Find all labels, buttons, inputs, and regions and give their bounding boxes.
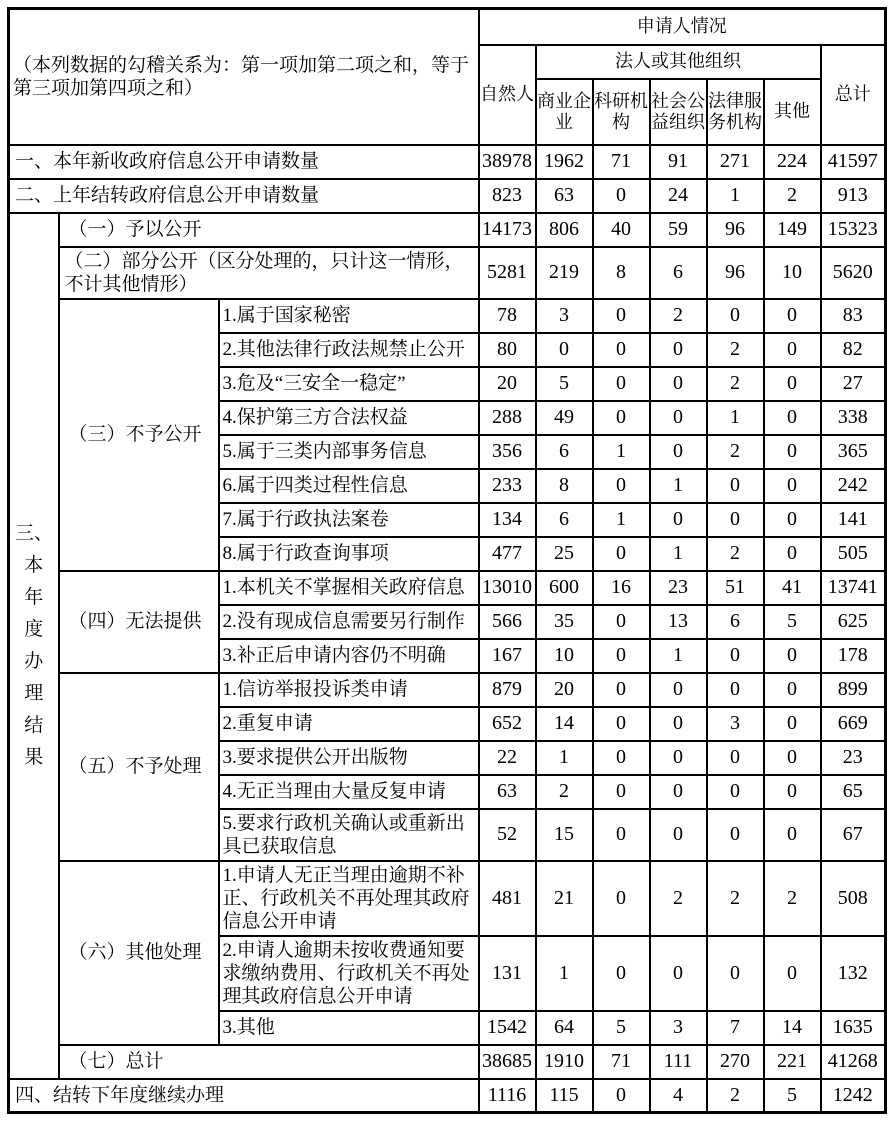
- value-cell: 134: [479, 503, 536, 537]
- item-label: 3.要求提供公开出版物: [219, 741, 479, 775]
- reconciliation-note: （本列数据的勾稽关系为：第一项加第二项之和，等于第三项加第四项之和）: [9, 9, 479, 145]
- value-cell: 0: [593, 707, 650, 741]
- item-label: 2.申请人逾期未按收费通知要求缴纳费用、行政机关不再处理其政府信息公开申请: [219, 936, 479, 1011]
- group-label-other-handling: （六）其他处理: [59, 861, 219, 1045]
- item-label: 1.申请人无正当理由逾期不补正、行政机关不再处理其政府信息公开申请: [219, 861, 479, 936]
- value-cell: 0: [764, 741, 821, 775]
- value-cell: 5: [764, 605, 821, 639]
- item-label: 1.信访举报投诉类申请: [219, 673, 479, 707]
- value-cell: 35: [536, 605, 593, 639]
- value-cell: 879: [479, 673, 536, 707]
- value-cell: 41597: [821, 145, 886, 179]
- value-cell: 71: [593, 1045, 650, 1079]
- value-cell: 6: [707, 605, 764, 639]
- value-cell: 823: [479, 179, 536, 213]
- table-row: [9, 145, 886, 179]
- value-cell: 0: [764, 299, 821, 333]
- table-row: [9, 673, 886, 707]
- value-cell: 0: [707, 639, 764, 673]
- item-label: 2.其他法律行政法规禁止公开: [219, 333, 479, 367]
- value-cell: 505: [821, 537, 886, 571]
- value-cell: 1: [650, 469, 707, 503]
- value-cell: 21: [536, 861, 593, 936]
- value-cell: 13010: [479, 571, 536, 605]
- item-label: 7.属于行政执法案卷: [219, 503, 479, 537]
- value-cell: 2: [707, 537, 764, 571]
- value-cell: 51: [707, 571, 764, 605]
- value-cell: 6: [650, 247, 707, 299]
- value-cell: 10: [536, 639, 593, 673]
- value-cell: 0: [707, 673, 764, 707]
- value-cell: 167: [479, 639, 536, 673]
- value-cell: 0: [593, 861, 650, 936]
- item-label: 4.保护第三方合法权益: [219, 401, 479, 435]
- value-cell: 2: [707, 861, 764, 936]
- value-cell: 0: [593, 936, 650, 1011]
- group-label-unable-to-provide: （四）无法提供: [59, 571, 219, 673]
- value-cell: 80: [479, 333, 536, 367]
- col-header-research-institution: 科研机构: [593, 79, 650, 145]
- value-cell: 49: [536, 401, 593, 435]
- value-cell: 477: [479, 537, 536, 571]
- section-label-processing-results: 三、本年度办理结果: [9, 213, 59, 1079]
- value-cell: 96: [707, 213, 764, 247]
- value-cell: 0: [593, 367, 650, 401]
- value-cell: 52: [479, 809, 536, 861]
- group-label-not-processed: （五）不予处理: [59, 673, 219, 861]
- value-cell: 20: [479, 367, 536, 401]
- table-row: [9, 179, 886, 213]
- value-cell: 0: [764, 435, 821, 469]
- value-cell: 1635: [821, 1011, 886, 1045]
- value-cell: 2: [650, 299, 707, 333]
- value-cell: 5: [593, 1011, 650, 1045]
- value-cell: 83: [821, 299, 886, 333]
- value-cell: 0: [764, 537, 821, 571]
- value-cell: 78: [479, 299, 536, 333]
- value-cell: 0: [764, 775, 821, 809]
- value-cell: 1: [707, 401, 764, 435]
- value-cell: 899: [821, 673, 886, 707]
- value-cell: 15323: [821, 213, 886, 247]
- value-cell: 111: [650, 1045, 707, 1079]
- value-cell: 669: [821, 707, 886, 741]
- value-cell: 178: [821, 639, 886, 673]
- value-cell: 652: [479, 707, 536, 741]
- value-cell: 63: [479, 775, 536, 809]
- value-cell: 224: [764, 145, 821, 179]
- value-cell: 5620: [821, 247, 886, 299]
- value-cell: 0: [593, 775, 650, 809]
- value-cell: 0: [764, 401, 821, 435]
- value-cell: 10: [764, 247, 821, 299]
- item-label: 3.补正后申请内容仍不明确: [219, 639, 479, 673]
- col-header-commercial-enterprise: 商业企业: [536, 79, 593, 145]
- value-cell: 0: [650, 401, 707, 435]
- value-cell: 219: [536, 247, 593, 299]
- value-cell: 365: [821, 435, 886, 469]
- value-cell: 0: [593, 299, 650, 333]
- col-header-other: 其他: [764, 79, 821, 145]
- value-cell: 65: [821, 775, 886, 809]
- value-cell: 7: [707, 1011, 764, 1045]
- item-label: 5.属于三类内部事务信息: [219, 435, 479, 469]
- item-label: 1.本机关不掌握相关政府信息: [219, 571, 479, 605]
- value-cell: 24: [650, 179, 707, 213]
- item-label: 2.没有现成信息需要另行制作: [219, 605, 479, 639]
- value-cell: 38685: [479, 1045, 536, 1079]
- item-label: 8.属于行政查询事项: [219, 537, 479, 571]
- value-cell: 5281: [479, 247, 536, 299]
- value-cell: 91: [650, 145, 707, 179]
- value-cell: 481: [479, 861, 536, 936]
- value-cell: 3: [650, 1011, 707, 1045]
- value-cell: 338: [821, 401, 886, 435]
- value-cell: 0: [707, 741, 764, 775]
- value-cell: 0: [650, 775, 707, 809]
- value-cell: 0: [650, 367, 707, 401]
- value-cell: 233: [479, 469, 536, 503]
- value-cell: 15: [536, 809, 593, 861]
- value-cell: 2: [536, 775, 593, 809]
- value-cell: 0: [764, 333, 821, 367]
- value-cell: 96: [707, 247, 764, 299]
- value-cell: 0: [707, 469, 764, 503]
- value-cell: 141: [821, 503, 886, 537]
- value-cell: 913: [821, 179, 886, 213]
- value-cell: 115: [536, 1079, 593, 1113]
- value-cell: 0: [650, 741, 707, 775]
- value-cell: 625: [821, 605, 886, 639]
- value-cell: 0: [593, 333, 650, 367]
- value-cell: 0: [707, 936, 764, 1011]
- col-header-natural-person: 自然人: [479, 45, 536, 145]
- value-cell: 0: [707, 299, 764, 333]
- value-cell: 0: [764, 503, 821, 537]
- row-label-carried-over-applications: 二、上年结转政府信息公开申请数量: [9, 179, 479, 213]
- value-cell: 0: [593, 605, 650, 639]
- row-label-carry-forward-next-year: 四、结转下年度继续办理: [9, 1079, 479, 1113]
- value-cell: 270: [707, 1045, 764, 1079]
- value-cell: 2: [707, 1079, 764, 1113]
- item-label: 3.其他: [219, 1011, 479, 1045]
- value-cell: 0: [650, 503, 707, 537]
- value-cell: 132: [821, 936, 886, 1011]
- value-cell: 0: [650, 936, 707, 1011]
- value-cell: 59: [650, 213, 707, 247]
- value-cell: 0: [764, 367, 821, 401]
- value-cell: 0: [764, 469, 821, 503]
- table-row: [9, 299, 886, 333]
- value-cell: 23: [821, 741, 886, 775]
- value-cell: 2: [764, 179, 821, 213]
- col-header-total: 总计: [821, 45, 886, 145]
- value-cell: 2: [650, 861, 707, 936]
- value-cell: 4: [650, 1079, 707, 1113]
- value-cell: 0: [593, 809, 650, 861]
- value-cell: 1: [707, 179, 764, 213]
- value-cell: 0: [650, 707, 707, 741]
- value-cell: 149: [764, 213, 821, 247]
- table-row: [9, 571, 886, 605]
- value-cell: 1962: [536, 145, 593, 179]
- value-cell: 1: [536, 936, 593, 1011]
- value-cell: 13741: [821, 571, 886, 605]
- value-cell: 82: [821, 333, 886, 367]
- value-cell: 0: [593, 639, 650, 673]
- value-cell: 0: [707, 809, 764, 861]
- value-cell: 242: [821, 469, 886, 503]
- value-cell: 0: [707, 503, 764, 537]
- col-header-legal-service-org: 法律服务机构: [707, 79, 764, 145]
- value-cell: 2: [707, 435, 764, 469]
- item-label: 6.属于四类过程性信息: [219, 469, 479, 503]
- value-cell: 8: [593, 247, 650, 299]
- value-cell: 14173: [479, 213, 536, 247]
- value-cell: 16: [593, 571, 650, 605]
- value-cell: 5: [764, 1079, 821, 1113]
- value-cell: 1242: [821, 1079, 886, 1113]
- item-label: 1.属于国家秘密: [219, 299, 479, 333]
- group-label-granted: （一）予以公开: [59, 213, 479, 247]
- value-cell: 67: [821, 809, 886, 861]
- value-cell: 288: [479, 401, 536, 435]
- value-cell: 1: [650, 537, 707, 571]
- value-cell: 0: [593, 179, 650, 213]
- value-cell: 8: [536, 469, 593, 503]
- value-cell: 63: [536, 179, 593, 213]
- value-cell: 0: [593, 469, 650, 503]
- value-cell: 0: [536, 333, 593, 367]
- value-cell: 0: [707, 775, 764, 809]
- table-row: [9, 1045, 886, 1079]
- value-cell: 566: [479, 605, 536, 639]
- value-cell: 0: [764, 809, 821, 861]
- value-cell: 14: [764, 1011, 821, 1045]
- value-cell: 41268: [821, 1045, 886, 1079]
- group-label-partially-granted: （二）部分公开（区分处理的，只计这一情形，不计其他情形）: [59, 247, 479, 299]
- value-cell: 14: [536, 707, 593, 741]
- value-cell: 0: [593, 741, 650, 775]
- value-cell: 71: [593, 145, 650, 179]
- value-cell: 6: [536, 503, 593, 537]
- value-cell: 64: [536, 1011, 593, 1045]
- value-cell: 0: [764, 639, 821, 673]
- value-cell: 0: [650, 809, 707, 861]
- value-cell: 13: [650, 605, 707, 639]
- row-label-new-applications: 一、本年新收政府信息公开申请数量: [9, 145, 479, 179]
- value-cell: 1: [593, 435, 650, 469]
- value-cell: 0: [593, 401, 650, 435]
- value-cell: 0: [593, 1079, 650, 1113]
- value-cell: 23: [650, 571, 707, 605]
- value-cell: 0: [764, 707, 821, 741]
- value-cell: 0: [593, 537, 650, 571]
- item-label: 2.重复申请: [219, 707, 479, 741]
- value-cell: 1542: [479, 1011, 536, 1045]
- value-cell: 3: [707, 707, 764, 741]
- table-row: [9, 861, 886, 936]
- header-legal-or-other-org: 法人或其他组织: [536, 45, 821, 79]
- value-cell: 0: [650, 333, 707, 367]
- value-cell: 221: [764, 1045, 821, 1079]
- header-applicant-status: 申请人情况: [479, 9, 886, 45]
- value-cell: 3: [536, 299, 593, 333]
- value-cell: 25: [536, 537, 593, 571]
- value-cell: 2: [707, 333, 764, 367]
- disclosure-applications-table: [7, 7, 887, 1114]
- table-row: [9, 1079, 886, 1113]
- group-label-subtotal: （七）总计: [59, 1045, 479, 1079]
- table-row: [9, 213, 886, 247]
- value-cell: 508: [821, 861, 886, 936]
- value-cell: 131: [479, 936, 536, 1011]
- value-cell: 27: [821, 367, 886, 401]
- value-cell: 2: [707, 367, 764, 401]
- value-cell: 356: [479, 435, 536, 469]
- value-cell: 0: [764, 936, 821, 1011]
- value-cell: 0: [650, 435, 707, 469]
- value-cell: 806: [536, 213, 593, 247]
- item-label: 3.危及“三安全一稳定”: [219, 367, 479, 401]
- value-cell: 20: [536, 673, 593, 707]
- value-cell: 41: [764, 571, 821, 605]
- value-cell: 0: [764, 673, 821, 707]
- value-cell: 1: [650, 639, 707, 673]
- value-cell: 0: [650, 673, 707, 707]
- value-cell: 6: [536, 435, 593, 469]
- value-cell: 2: [764, 861, 821, 936]
- value-cell: 38978: [479, 145, 536, 179]
- value-cell: 1910: [536, 1045, 593, 1079]
- value-cell: 1116: [479, 1079, 536, 1113]
- value-cell: 271: [707, 145, 764, 179]
- value-cell: 5: [536, 367, 593, 401]
- table-row: [9, 247, 886, 299]
- value-cell: 1: [536, 741, 593, 775]
- value-cell: 0: [593, 673, 650, 707]
- value-cell: 1: [593, 503, 650, 537]
- group-label-denied: （三）不予公开: [59, 299, 219, 571]
- value-cell: 600: [536, 571, 593, 605]
- item-label: 5.要求行政机关确认或重新出具已获取信息: [219, 809, 479, 861]
- col-header-social-welfare-org: 社会公益组织: [650, 79, 707, 145]
- value-cell: 22: [479, 741, 536, 775]
- item-label: 4.无正当理由大量反复申请: [219, 775, 479, 809]
- value-cell: 40: [593, 213, 650, 247]
